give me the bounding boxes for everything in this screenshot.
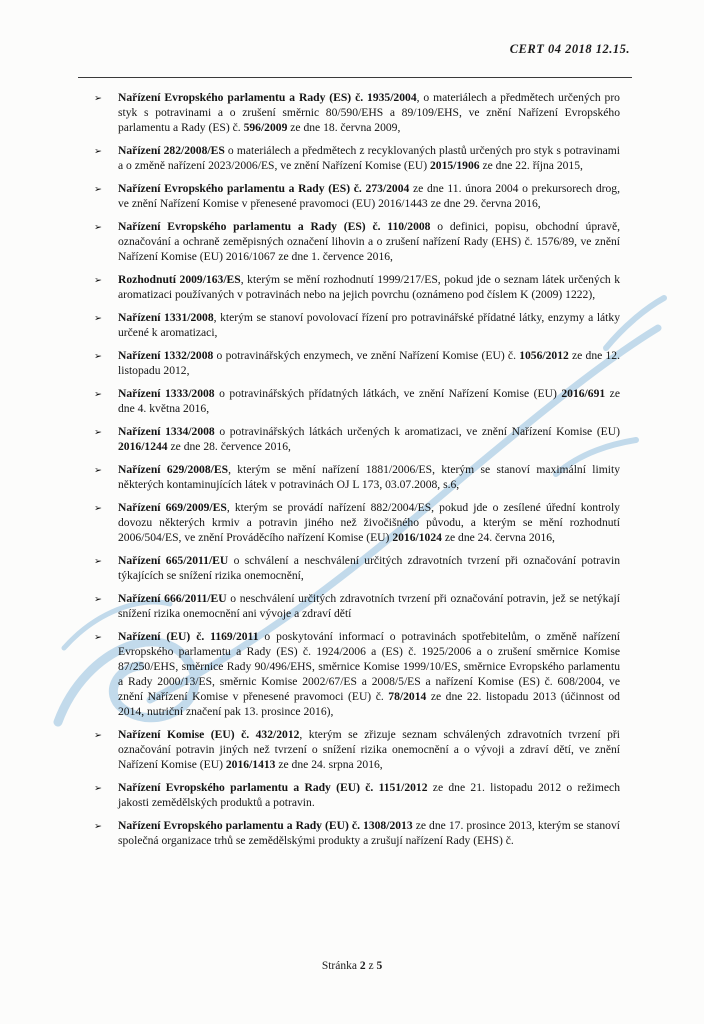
text-segment-bold: 2016/1024 [392, 531, 442, 544]
arrow-bullet-icon: ➢ [94, 821, 102, 832]
arrow-bullet-icon: ➢ [94, 594, 102, 605]
regulation-list [92, 90, 620, 856]
text-segment-bold: 2015/1906 [429, 159, 480, 172]
item-text [118, 311, 620, 339]
arrow-bullet-icon: ➢ [94, 465, 102, 476]
arrow-bullet-icon: ➢ [94, 632, 102, 643]
arrow-bullet-icon: ➢ [94, 556, 102, 567]
item-text [118, 144, 620, 172]
list-item [92, 780, 620, 810]
item-text [118, 819, 620, 847]
item-text [118, 781, 620, 809]
text-segment: ze dne 18. června 2009, [287, 121, 401, 134]
text-segment-bold: Nařízení 666/2011/EU [118, 592, 227, 605]
text-segment: o potravinářských látkách určených k aromatizaci, ve znění Nařízení Komise (EU) [214, 425, 620, 438]
text-segment-bold: Nařízení Evropského parlamentu a Rady (EU) č. 1308/2013 [118, 819, 413, 832]
arrow-bullet-icon: ➢ [94, 730, 102, 741]
list-item [92, 553, 620, 583]
item-text [118, 501, 620, 544]
text-segment-bold: Nařízení Evropského parlamentu a Rady (ES) č. 273/2004 [118, 182, 410, 195]
text-segment-bold: 78/2014 [388, 690, 427, 703]
item-text [118, 220, 620, 263]
arrow-bullet-icon: ➢ [94, 427, 102, 438]
arrow-bullet-icon: ➢ [94, 351, 102, 362]
text-segment: ze dne 11. února 2004 o prekursorech drog, ve znění Nařízení Komise v přenesené pravomoci (EU) 2016/1443 ze dne 29. června 2016, [118, 182, 620, 210]
header-stamp: CERT 04 2018 12.15. [509, 42, 630, 56]
text-segment: , kterým se mění rozhodnutí 1999/217/ES, pokud jde o seznam látek určených k aromatizaci používaných v potravinách nebo na jejich povrchu (oznámeno pod číslem K (2009) 1222), [118, 273, 620, 301]
text-segment: ze dne 22. listopadu 2013 (účinnost od 2014, nutriční značení pak 13. prosince 2016), [118, 690, 620, 718]
text-segment: o definici, popisu, obchodní úpravě, označování a ochraně zeměpisných označení lihovin a o zrušení nařízení Rady (EHS) č. 1576/89, ve znění Nařízení Komise (EU) 2016/1067 ze dne 1. července 2016, [118, 220, 620, 263]
text-segment-bold: 2016/1413 [225, 758, 276, 771]
footer-page-number: 2 [359, 960, 366, 972]
text-segment: , o materiálech a předmětech určených pro styk s potravinami a o zrušení směrnic 80/590/EHS a 89/109/EHS, ve znění Nařízení Evropského parlamentu a Rady (ES) č. [118, 91, 620, 134]
text-segment: o neschválení určitých zdravotních tvrzení při označování potravin, jež se netýkají snížení rizika onemocnění ani vývoje a zdraví dětí [118, 592, 620, 620]
list-item [92, 629, 620, 719]
text-segment: ze dne 22. října 2015, [479, 159, 583, 172]
text-segment: ze dne 4. května 2016, [118, 387, 620, 415]
item-text [118, 728, 620, 771]
arrow-bullet-icon: ➢ [94, 146, 102, 157]
list-item [92, 727, 620, 772]
text-segment: o materiálech a předmětech z recyklovaných plastů určených pro styk s potravinami a o změně nařízení 2023/2006/ES, ve znění Nařízení Komise (EU) [118, 144, 620, 172]
text-segment-bold: 2016/1244 [118, 440, 168, 453]
footer-label: Stránka [321, 960, 357, 972]
item-text [118, 463, 620, 491]
page-footer [0, 960, 704, 972]
footer-of: z [368, 960, 374, 972]
text-segment-bold: 1056/2012 [519, 349, 569, 362]
item-text [118, 273, 620, 301]
text-segment: ze dne 21. listopadu 2012 o režimech jakosti zemědělských produktů a potravin. [118, 781, 620, 809]
arrow-bullet-icon: ➢ [94, 222, 102, 233]
list-item [92, 143, 620, 173]
item-text [118, 592, 620, 620]
text-segment-bold: 2016/691 [561, 387, 606, 400]
text-segment: o potravinářských enzymech, ve znění Nařízení Komise (EU) č. [213, 349, 520, 362]
text-segment: , kterým se stanoví povolovací řízení pro potravinářské přídatné látky, enzymy a látky určené k aromatizaci, [118, 311, 620, 339]
text-segment-bold: Nařízení Komise (EU) č. 432/2012 [118, 728, 300, 741]
arrow-bullet-icon: ➢ [94, 93, 102, 104]
arrow-bullet-icon: ➢ [94, 503, 102, 514]
text-segment-bold: Nařízení Evropského parlamentu a Rady (ES) č. 1935/2004 [118, 91, 417, 104]
arrow-bullet-icon: ➢ [94, 313, 102, 324]
item-text [118, 182, 620, 210]
list-item [92, 462, 620, 492]
list-item [92, 386, 620, 416]
text-segment: , kterým se mění nařízení 1881/2006/ES, kterým se stanoví maximální limity některých kontaminujících látek v potravinách OJ L 173, 03.07.2008, s.6, [118, 463, 620, 491]
item-text [118, 425, 620, 453]
text-segment: ze dne 28. července 2016, [167, 440, 291, 453]
text-segment-bold: Nařízení 1331/2008 [118, 311, 214, 324]
text-segment-bold: Nařízení 629/2008/ES [118, 463, 229, 476]
list-item [92, 181, 620, 211]
text-segment-bold: Nařízení 669/2009/ES [118, 501, 227, 514]
text-segment-bold: Nařízení 665/2011/EU [118, 554, 229, 567]
list-item [92, 90, 620, 135]
text-segment: ze dne 24. června 2016, [441, 531, 555, 544]
text-segment-bold: Nařízení (EU) č. 1169/2011 [118, 630, 259, 643]
list-item [92, 591, 620, 621]
arrow-bullet-icon: ➢ [94, 275, 102, 286]
text-segment-bold: Nařízení 1332/2008 [118, 349, 214, 362]
arrow-bullet-icon: ➢ [94, 389, 102, 400]
text-segment: o potravinářských přídatných látkách, ve znění Nařízení Komise (EU) [214, 387, 562, 400]
list-item [92, 500, 620, 545]
item-text [118, 387, 620, 415]
text-segment: , kterým se zřizuje seznam schválených zdravotních tvrzení při označování potravin jiných než tvrzení o snížení rizika onemocnění a o vývoji a zdraví dětí, ve znění Nařízení Komise (EU) [118, 728, 620, 771]
text-segment-bold: Nařízení 1333/2008 [118, 387, 215, 400]
text-segment: o poskytování informací o potravinách spotřebitelům, o změně nařízení Evropského parlamentu a Rady (ES) č. 1924/2006 a (ES) č. 1925/2006 a o zrušení směrnice Komise 87/250/EHS, směrnice Rady 90/496/EHS, směrnice Komise 1999/10/ES, směrnice Evropského parlamentu a Rady 2000/13/ES, směrnic Komise 2002/67/ES a 2008/5/ES a nařízení Komise (ES) č. 608/2004, ve znění Nařízení Komise v přenesené pravomoci (EU) č. [118, 630, 621, 703]
text-segment: ze dne 17. prosince 2013, kterým se stanoví společná organizace trhů se zemědělskými produkty a zrušují nařízení Rady (EHS) č. [118, 819, 621, 847]
footer-total: 5 [376, 960, 383, 972]
list-item [92, 348, 620, 378]
text-segment: , kterým se provádí nařízení 882/2004/ES, pokud jde o zesílené úřední kontroly dovozu některých krmiv a potravin jiného než živočišného původu, a kterým se mění rozhodnutí 2006/504/ES, ve znění Prováděcího nařízení Komise (EU) [118, 501, 620, 544]
text-segment-bold: Nařízení Evropského parlamentu a Rady (EU) č. 1151/2012 [118, 781, 428, 794]
text-segment-bold: 596/2009 [243, 121, 288, 134]
header-rule [78, 77, 632, 78]
text-segment: ze dne 24. srpna 2016, [275, 758, 383, 771]
text-segment: ze dne 12. listopadu 2012, [118, 349, 620, 377]
list-item [92, 424, 620, 454]
text-segment-bold: Rozhodnutí 2009/163/ES [118, 273, 241, 286]
text-segment-bold: Nařízení 282/2008/ES [118, 144, 225, 157]
arrow-bullet-icon: ➢ [94, 184, 102, 195]
list-item [92, 818, 620, 848]
text-segment-bold: Nařízení 1334/2008 [118, 425, 215, 438]
item-text [118, 630, 620, 718]
list-item [92, 219, 620, 264]
arrow-bullet-icon: ➢ [94, 783, 102, 794]
item-text [118, 91, 620, 134]
text-segment: o schválení a neschválení určitých zdravotních tvrzení při označování potravin týkajících se snížení rizika onemocnění, [118, 554, 620, 582]
list-item [92, 310, 620, 340]
item-text [118, 554, 620, 582]
list-item [92, 272, 620, 302]
item-text [118, 349, 620, 377]
text-segment-bold: Nařízení Evropského parlamentu a Rady (ES) č. 110/2008 [118, 220, 431, 233]
